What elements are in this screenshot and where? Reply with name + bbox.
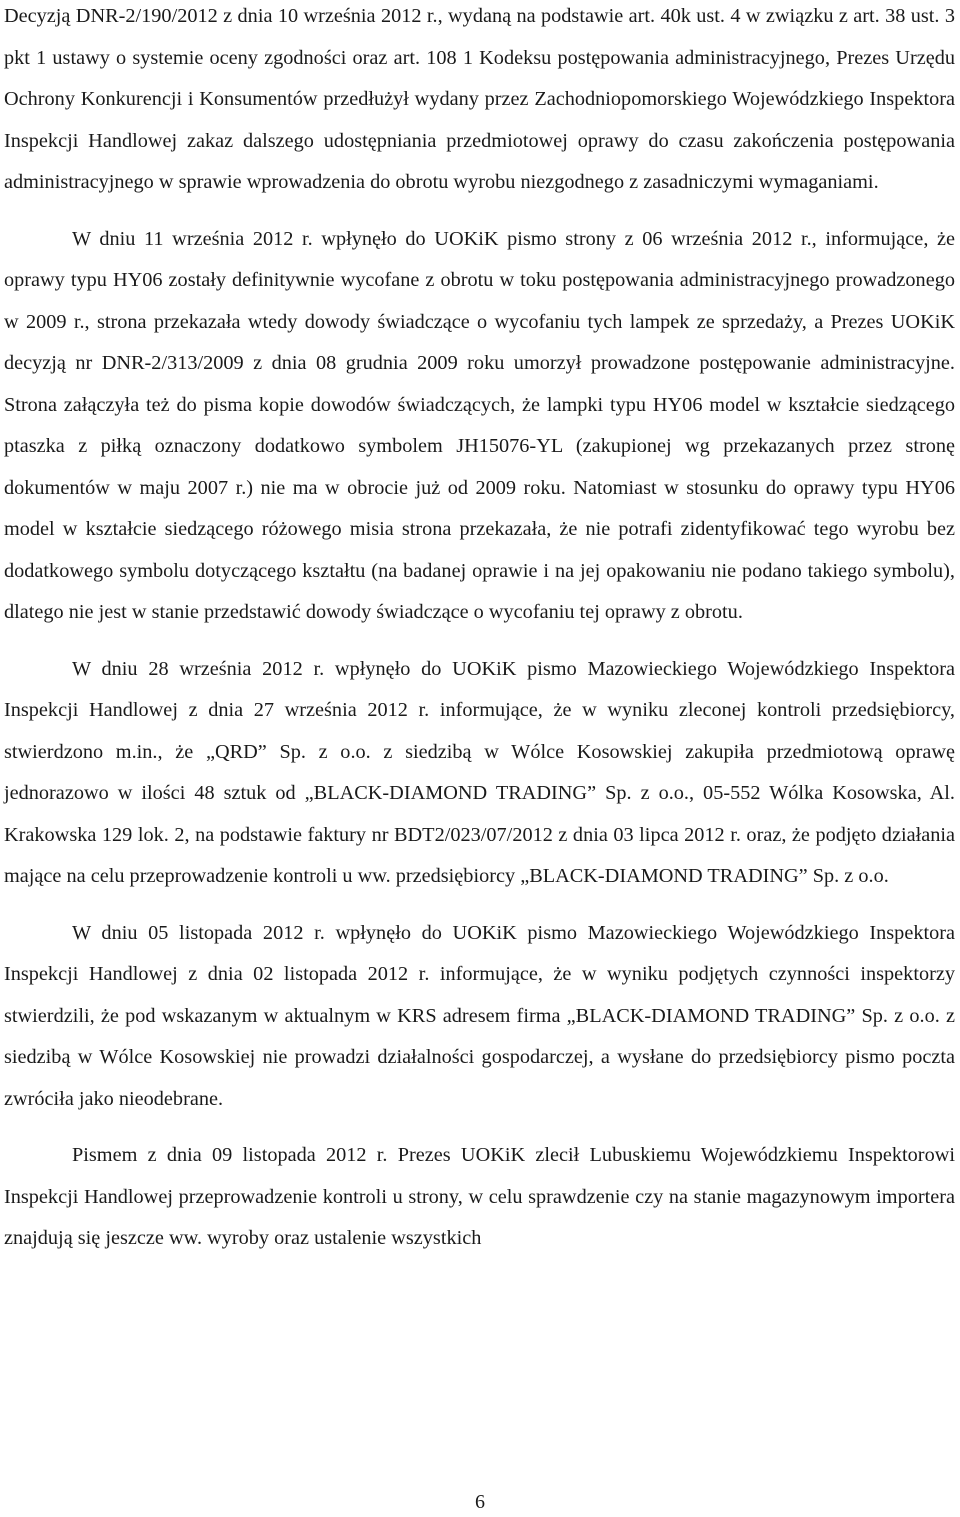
paragraph-mazowiecki-letter-november: W dniu 05 listopada 2012 r. wpłynęło do UOKiK pismo Mazowieckiego Wojewódzkiego Inspektora Inspekcji Handlowej z dnia 02 listopada 2012 r. informujące, że w wyniku podjętych czynności inspektorzy stwierdzili, że pod wskazanym w aktualnym w KRS adresem firma „BLACK-DIAMOND TRADING” Sp. z o.o. z siedzibą w Wólce Kosowskiej nie prowadzi działalności gospodarczej, a wysłane do przedsiębiorcy pismo poczta zwróciła jako nieodebrane.: [4, 921, 955, 1110]
paragraph-mazowiecki-letter-september: W dniu 28 września 2012 r. wpłynęło do UOKiK pismo Mazowieckiego Wojewódzkiego Inspektora Inspekcji Handlowej z dnia 27 września 2012 r. informujące, że w wyniku zleconej kontroli przedsiębiorcy, stwierdzono m.in., że „QRD” Sp. z o.o. z siedzibą w Wólce Kosowskiej zakupiła przedmiotową oprawę jednorazowo w ilości 48 sztuk od „BLACK-DIAMOND TRADING” Sp. z o.o., 05-552 Wólka Kosowska, Al. Krakowska 129 lok. 2, na podstawie faktury nr BDT2/023/07/2012 z dnia 03 lipca 2012 r. oraz, że podjęto działania mające na celu przeprowadzenie kontroli u ww. przedsiębiorcy „BLACK-DIAMOND TRADING” Sp. z o.o.: [4, 657, 955, 887]
paragraph-decision-extension: Decyzją DNR-2/190/2012 z dnia 10 września 2012 r., wydaną na podstawie art. 40k ust. 4 w związku z art. 38 ust. 3 pkt 1 ustawy o systemie oceny zgodności oraz art. 108 1 Kodeksu postępowania administracyjnego, Prezes Urzędu Ochrony Konkurencji i Konsumentów przedłużył wydany przez Zachodniopomorskiego Wojewódzkiego Inspektora Inspekcji Handlowej zakaz dalszego udostępniania przedmiotowej oprawy do czasu zakończenia postępowania administracyjnego w sprawie wprowadzenia do obrotu wyrobu niezgodnego z zasadniczymi wymaganiami.: [4, 5, 955, 193]
page-number: 6: [475, 1491, 485, 1513]
paragraph-lubuski-inspection-order: Pismem z dnia 09 listopada 2012 r. Prezes UOKiK zlecił Lubuskiemu Wojewódzkiemu Inspektorowi Inspekcji Handlowej przeprowadzenie kontroli u strony, w celu sprawdzenie czy na stanie magazynowym importera znajdują się jeszcze ww. wyroby oraz ustalenie wszystkich: [4, 1144, 955, 1249]
document-body: [4, 0, 955, 1260]
paragraph-party-letter: W dniu 11 września 2012 r. wpłynęło do UOKiK pismo strony z 06 września 2012 r., informujące, że oprawy typu HY06 zostały definitywnie wycofane z obrotu w toku postępowania administracyjnego prowadzonego w 2009 r., strona przekazała wtedy dowody świadczące o wycofaniu tych lampek ze sprzedaży, a Prezes UOKiK decyzją nr DNR-2/313/2009 z dnia 08 grudnia 2009 roku umorzył prowadzone postępowanie administracyjne. Strona załączyła też do pisma kopie dowodów świadczących, że lampki typu HY06 model w kształcie siedzącego ptaszka z piłką oznaczony dodatkowo symbolem JH15076-YL (zakupionej wg przekazanych przez stronę dokumentów w maju 2007 r.) nie ma w obrocie już od 2009 roku. Natomiast w stosunku do oprawy typu HY06 model w kształcie siedzącego różowego misia strona przekazała, że nie potrafi zidentyfikować tego wyrobu bez dodatkowego symbolu dotyczącego kształtu (na badanej oprawie i na jej opakowaniu nie podano takiego symbolu), dlatego nie jest w stanie przedstawić dowody świadczące o wycofaniu tej oprawy z obrotu.: [4, 227, 955, 623]
